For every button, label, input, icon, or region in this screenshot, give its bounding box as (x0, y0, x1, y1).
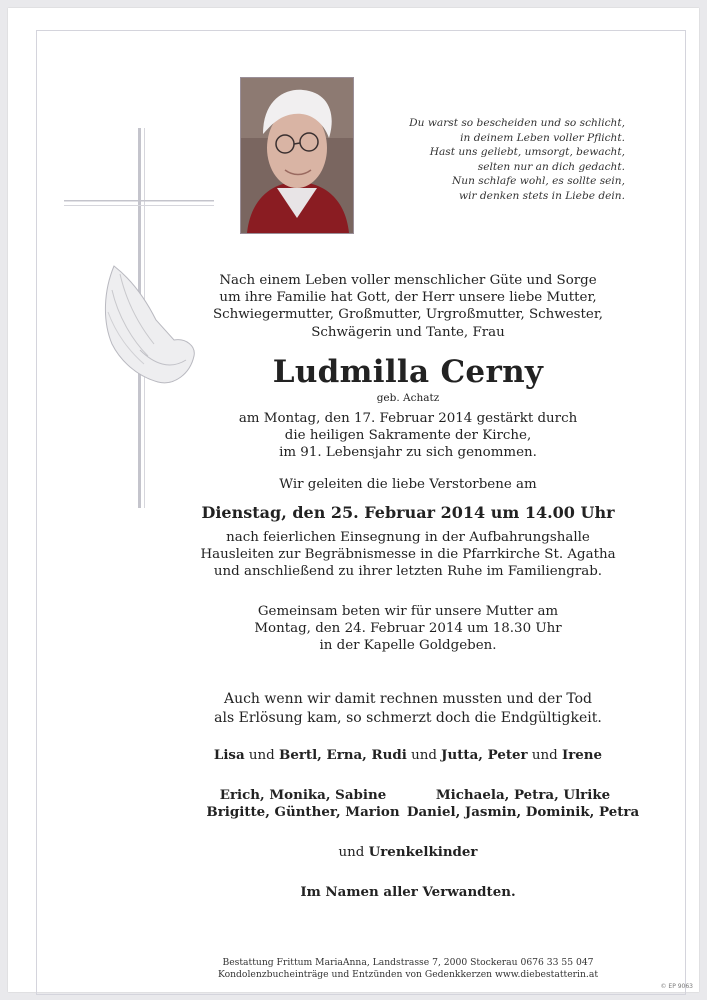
intro-line: Schwiegermutter, Großmutter, Urgroßmutter, Schwester, (212, 307, 604, 323)
funeral-line: und anschließend zu ihrer letzten Ruhe im Familiengrab. (213, 564, 603, 580)
poem-line: wir denken stets in Liebe dein. (459, 189, 625, 202)
footer (128, 957, 688, 981)
child-name: Lisa (213, 747, 245, 763)
closing-text (128, 690, 688, 728)
intro-line: um ihre Familie hat Gott, der Herr unsere liebe Mutter, (219, 290, 597, 306)
signature-line: Im Namen aller Verwandten. (300, 884, 516, 900)
grandchildren-line: Erich, Monika, Sabine (219, 787, 387, 803)
prayer-line: Gemeinsam beten wir für unsere Mutter am (257, 604, 559, 619)
funeral-intro: Wir geleiten die liebe Verstorbene am (279, 477, 537, 492)
conjunction: und (248, 748, 275, 763)
conjunction: und (531, 748, 558, 763)
intro-text (128, 272, 688, 341)
death-line: die heiligen Sakramente der Kirche, (284, 428, 532, 444)
birth-name: geb. Achatz (376, 392, 440, 404)
funeral-line: nach feierlichen Einsegnung in der Aufbahrungshalle (226, 530, 590, 545)
poem-line: Du warst so bescheiden und so schlicht, (409, 117, 625, 129)
intro-line: Nach einem Leben voller menschlicher Güte und Sorge (219, 273, 597, 288)
portrait-photo (240, 77, 354, 234)
closing-line: als Erlösung kam, so schmerzt doch die Endgültigkeit. (214, 710, 602, 726)
grandchildren-left (198, 787, 408, 821)
grandchildren-line: Brigitte, Günther, Marion (206, 804, 400, 821)
prayer-line: Montag, den 24. Februar 2014 um 18.30 Uhr (254, 621, 562, 637)
conjunction: und (338, 845, 365, 860)
death-text (128, 410, 688, 462)
poem (368, 116, 625, 204)
footer-line: Kondolenzbucheinträge und Entzünden von Gedenkkerzen www.diebestatterin.at (217, 969, 599, 980)
prayer-line: in der Kapelle Goldgeben. (319, 638, 497, 654)
closing-line: Auch wenn wir damit rechnen mussten und der Tod (223, 691, 593, 707)
death-line: am Montag, den 17. Februar 2014 gestärkt durch (238, 411, 578, 426)
grandchildren-line: Michaela, Petra, Ulrike (435, 787, 611, 803)
funeral-line: Hausleiten zur Begräbnismesse in die Pfarrkirche St. Agatha (200, 547, 616, 563)
grandchildren-line: Daniel, Jasmin, Dominik, Petra (406, 804, 640, 821)
death-line: im 91. Lebensjahr zu sich genommen. (279, 445, 537, 461)
poem-line: selten nur an dich gedacht. (477, 160, 625, 173)
great-grandchildren: Urenkelkinder (368, 844, 478, 860)
funeral-text (128, 529, 688, 581)
children-line (128, 747, 688, 764)
deceased-name: Ludmilla Cerny (272, 354, 544, 390)
poem-line: in deinem Leben voller Pflicht. (460, 131, 625, 144)
great-grandchildren-line (128, 844, 688, 861)
poem-line: Hast uns geliebt, umsorgt, bewacht, (429, 146, 625, 159)
child-name: Bertl, Erna, Rudi (279, 747, 407, 763)
intro-line: Schwägerin und Tante, Frau (311, 324, 505, 340)
parte-sheet (8, 8, 699, 992)
portrait-icon (241, 78, 353, 233)
poem-line: Nun schlafe wohl, es sollte sein, (452, 175, 625, 188)
conjunction: und (411, 748, 437, 763)
print-code: © EP 9063 (660, 983, 693, 990)
child-name: Jutta, Peter (441, 747, 528, 763)
grandchildren-right (398, 787, 648, 821)
child-name: Irene (561, 747, 603, 763)
funeral-date: Dienstag, den 25. Februar 2014 um 14.00 Uhr (201, 503, 615, 522)
footer-line: Bestattung Frittum MariaAnna, Landstrasse 7, 2000 Stockerau 0676 33 55 047 (222, 957, 594, 968)
prayer-text (128, 603, 688, 655)
